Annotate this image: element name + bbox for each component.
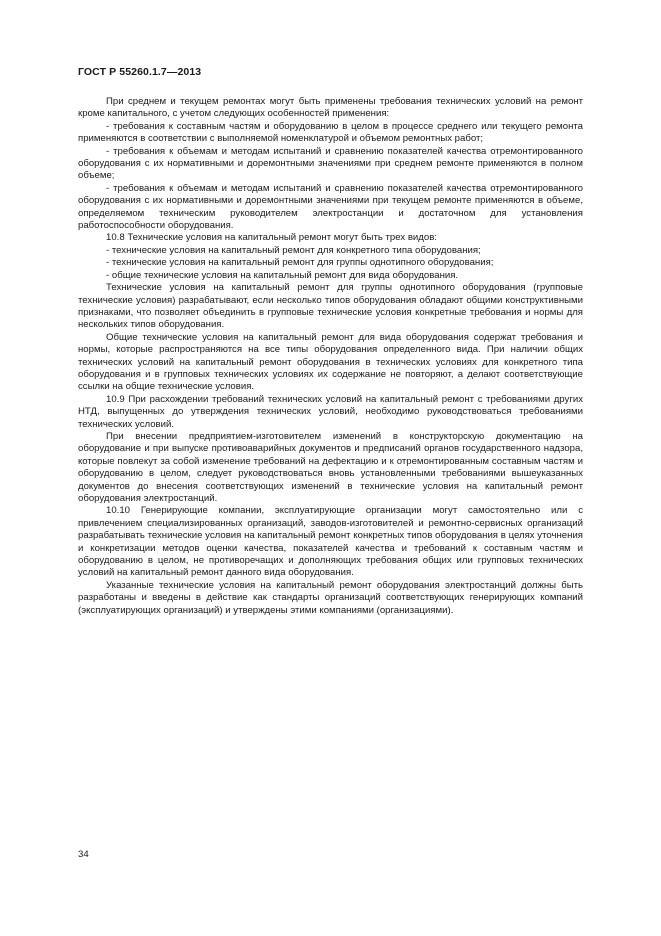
paragraph-company-standards: Указанные технические условия на капитальный ремонт оборудования электростанций должны быть разработаны и введены в действие как стандарты организаций соответствующих генерирующих компаний (эксплуатирующих организаций) и утверждены этими компаниями (организациями). bbox=[78, 579, 583, 616]
paragraph-list-item: - общие технические условия на капитальный ремонт для вида оборудования. bbox=[106, 269, 459, 281]
paragraph-repair-intro: При среднем и текущем ремонтах могут быть применены требования технических условий на ремонт кроме капитального, с учетом следующих особенностей применения: bbox=[78, 96, 583, 120]
paragraph-list-item: - требования к объемам и методам испытаний и сравнению показателей качества отремонтированного оборудования с их нормативными и доремонтными значениями при среднем ремонте применяются в полном объеме; bbox=[78, 145, 583, 182]
paragraph-list-item: - требования к составным частям и оборудованию в целом в процессе среднего или текущего ремонта применяются в соответствии с выполняемой номенклатурой и объемом ремонтных работ; bbox=[78, 120, 583, 145]
paragraph-clause-10-9: 10.9 При расхождении требований технических условий на капитальный ремонт с требованиями других НТД, выпущенных до утверждения технических условий, необходимо руководствоваться требованиями технических условий. bbox=[78, 393, 583, 430]
paragraph-general-conditions: Общие технические условия на капитальный ремонт для вида оборудования содержат требования и нормы, которые распространяются на все типы оборудования определенного вида. При наличии общих технических условий на капитальный ремонт оборудования в технических условиях для конкретного типа оборудования и в групповых технических условиях их содержание не повторяют, а делают соответствующие ссылки на общие технические условия. bbox=[78, 331, 583, 393]
paragraph-list-item: - технические условия на капитальный ремонт для конкретного типа оборудования; bbox=[106, 244, 481, 256]
paragraph-clause-10-10: 10.10 Генерирующие компании, эксплуатирующие организации могут самостоятельно или с привлечением специализированных организаций, заводов-изготовителей и ремонтно-сервисных организаций разрабатывать технические условия на капитальный ремонт конкретных типов оборудования в целях уточнения и конкретизации методов оценки качества, показателей качества и требований к составным частям и оборудованию в целом, не противоречащих и дополняющих требования общих или групповых технических условий на капитальный ремонт данного вида оборудования. bbox=[78, 505, 583, 579]
document-header: ГОСТ Р 55260.1.7—2013 bbox=[78, 66, 202, 78]
paragraph-manufacturer-changes: При внесении предприятием-изготовителем изменений в конструкторскую документацию на оборудование и при выпуске противоаварийных документов и предписаний органов государственного надзора, которые повлекут за собой изменение требований на дефектацию и к отремонтированным составным частям и оборудованию в целом, следует руководствоваться вновь установленными требованиями вышеуказанных документов до внесения соответствующих изменений в технические условия на капитальный ремонт оборудования электростанций. bbox=[78, 430, 583, 504]
paragraph-list-item: - технические условия на капитальный ремонт для группы однотипного оборудования; bbox=[106, 257, 494, 269]
paragraph-clause-10-8: 10.8 Технические условия на капитальный ремонт могут быть трех видов: bbox=[106, 232, 437, 244]
document-body bbox=[78, 96, 583, 617]
paragraph-list-item: - требования к объемам и методам испытаний и сравнению показателей качества отремонтированного оборудования с их нормативными и доремонтными значениями при текущем ремонте применяются в объеме, определяемом техническим руководителем электростанции и достаточном для установления работоспособности оборудования. bbox=[78, 182, 583, 232]
page-number: 34 bbox=[78, 849, 89, 860]
paragraph-group-conditions: Технические условия на капитальный ремонт для группы однотипного оборудования (групповые технические условия) разрабатывают, если несколько типов оборудования обладают общими конструктивными признаками, что позволяет объединить в групповые технические условия конкретные требования и нормы для нескольких типов оборудования. bbox=[78, 282, 583, 331]
